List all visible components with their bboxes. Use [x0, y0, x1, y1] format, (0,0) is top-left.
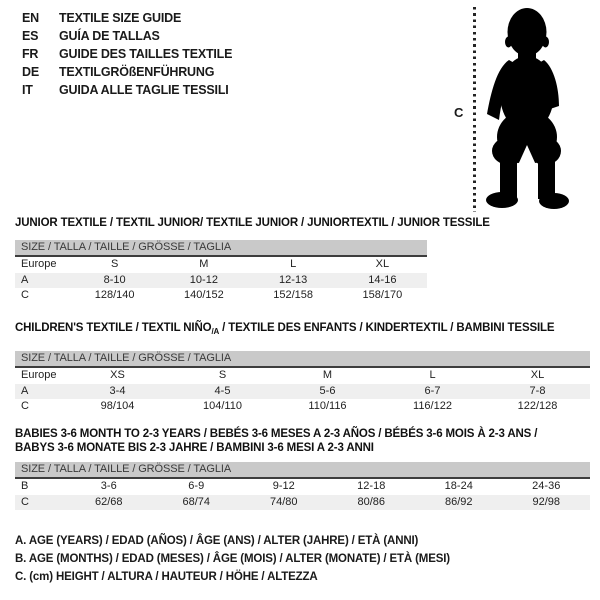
table-cell: 3-4	[109, 384, 126, 397]
table-cell: 24-36	[532, 480, 561, 492]
table-cell: L	[290, 258, 297, 270]
table-cell: 18-24	[444, 480, 473, 492]
table-rows	[15, 368, 590, 415]
table-cell: L	[429, 369, 436, 381]
language-row-de	[22, 63, 232, 81]
language-row-it	[22, 81, 232, 99]
table-cell: 5-6	[319, 384, 336, 397]
footnote-line: B. AGE (MONTHS) / EDAD (MESES) / ÂGE (MOIS) / ALTER (MONATE) / ETÀ (MESI)	[15, 553, 450, 565]
table-cell: 12-18	[357, 480, 386, 492]
language-title: GUIDA ALLE TAGLIE TESSILI	[59, 83, 229, 97]
table-cell: 68/74	[182, 495, 211, 508]
height-measure-dotted-line	[473, 7, 476, 212]
table-cell: 7-8	[529, 384, 546, 397]
table-cell: 10-12	[189, 273, 218, 286]
language-code: IT	[22, 83, 33, 97]
footnote-line: A. AGE (YEARS) / EDAD (AÑOS) / ÂGE (ANS) / ALTER (JAHRE) / ETÀ (ANNI)	[15, 535, 419, 547]
table-cell: 74/80	[269, 495, 298, 508]
table-row-c	[15, 288, 427, 304]
language-row-fr	[22, 45, 232, 63]
row-label: Europe	[21, 258, 57, 270]
language-row-en	[22, 9, 232, 27]
table-rows	[15, 479, 590, 510]
size-header-bar: SIZE / TALLA / TAILLE / GRÖSSE / TAGLIA	[15, 351, 590, 368]
table-cell: 3-6	[100, 480, 117, 492]
table-cell: 152/158	[273, 289, 313, 301]
table-cell: 62/68	[94, 495, 123, 508]
table-cell: 104/110	[203, 400, 242, 412]
language-title: GUIDE DES TAILLES TEXTILE	[59, 47, 233, 61]
table-cell: 98/104	[100, 400, 135, 412]
table-row-c	[15, 399, 590, 415]
footnote-line: C. (cm) HEIGHT / ALTURA / HAUTEUR / HÖHE / ALTEZZA	[15, 571, 318, 583]
table-row-a	[15, 273, 427, 289]
table-cell: M	[322, 369, 333, 381]
language-code: FR	[22, 47, 39, 61]
table-title-text: / TEXTILE DES ENFANTS / KINDERTEXTIL / BAMBINI TESSILE	[219, 322, 555, 334]
language-title: TEXTILE SIZE GUIDE	[59, 11, 182, 25]
table-row-europe	[15, 368, 590, 384]
table-cell: 6-7	[424, 384, 441, 397]
table-cell: 122/128	[517, 400, 558, 412]
table-title-text: BABYS 3-6 MONATE BIS 2-3 JAHRE / BAMBINI 3-6 MESI A 2-3 ANNI	[15, 442, 374, 454]
table-title	[15, 427, 590, 455]
table-title-line	[15, 321, 590, 339]
language-title: TEXTILGRÖßENFÜHRUNG	[59, 65, 215, 79]
table-row-c	[15, 495, 590, 511]
table-cell: XS	[110, 369, 125, 381]
table-cell: 116/122	[413, 400, 452, 412]
table-title-text: /A	[211, 327, 220, 336]
size-header-bar: SIZE / TALLA / TAILLE / GRÖSSE / TAGLIA	[15, 240, 427, 257]
size-header-bar: SIZE / TALLA / TAILLE / GRÖSSE / TAGLIA	[15, 462, 590, 479]
table-cell: 110/116	[308, 400, 347, 412]
size-table-junior	[15, 216, 490, 304]
table-cell: 128/140	[94, 289, 135, 301]
table-cell: M	[199, 258, 209, 270]
row-label: Europe	[21, 369, 57, 381]
row-label: C	[21, 400, 29, 412]
table-cell: S	[110, 258, 119, 270]
language-title: GUÍA DE TALLAS	[59, 29, 160, 43]
table-cell: 6-9	[188, 480, 205, 492]
table-cell: S	[218, 369, 227, 381]
row-label: C	[21, 495, 29, 508]
table-cell: 4-5	[214, 384, 231, 397]
row-label: A	[21, 384, 29, 397]
table-cell: XL	[375, 258, 390, 270]
table-title-line	[15, 441, 590, 455]
table-cell: 80/86	[357, 495, 386, 508]
table-title-line	[15, 427, 590, 441]
table-cell: 86/92	[444, 495, 473, 508]
language-row-es	[22, 27, 232, 45]
table-title-text: BABIES 3-6 MONTH TO 2-3 YEARS / BEBÉS 3-6 MESES A 2-3 AÑOS / BÉBÉS 3-6 MOIS À 2-3 ANS /	[15, 428, 538, 440]
size-table-children	[15, 321, 590, 415]
language-list	[22, 9, 232, 99]
table-cell: 9-12	[272, 480, 295, 492]
row-label: C	[21, 289, 29, 301]
row-label: B	[21, 480, 29, 492]
height-measure-label: C	[454, 105, 464, 120]
table-title	[15, 216, 490, 230]
table-title-text: JUNIOR TEXTILE / TEXTIL JUNIOR/ TEXTILE JUNIOR / JUNIORTEXTIL / JUNIOR TESSILE	[15, 217, 490, 229]
table-cell: 158/170	[362, 289, 403, 301]
table-cell: 14-16	[368, 273, 397, 286]
baby-silhouette-icon	[481, 4, 573, 212]
table-row-b	[15, 479, 590, 495]
table-row-europe	[15, 257, 427, 273]
table-title-text: CHILDREN'S TEXTILE / TEXTIL NIÑO	[15, 322, 212, 334]
table-cell: 12-13	[279, 273, 308, 286]
table-title	[15, 321, 590, 339]
language-code: ES	[22, 29, 39, 43]
table-cell: 92/98	[532, 495, 561, 508]
table-cell: XL	[530, 369, 545, 381]
table-cell: 140/152	[183, 289, 224, 301]
size-table-babies	[15, 427, 590, 510]
footnotes	[15, 532, 450, 586]
table-title-line	[15, 216, 490, 230]
language-code: EN	[22, 11, 39, 25]
table-row-a	[15, 384, 590, 400]
language-code: DE	[22, 65, 39, 79]
table-cell: 8-10	[103, 273, 126, 286]
row-label: A	[21, 273, 29, 286]
table-rows	[15, 257, 427, 304]
